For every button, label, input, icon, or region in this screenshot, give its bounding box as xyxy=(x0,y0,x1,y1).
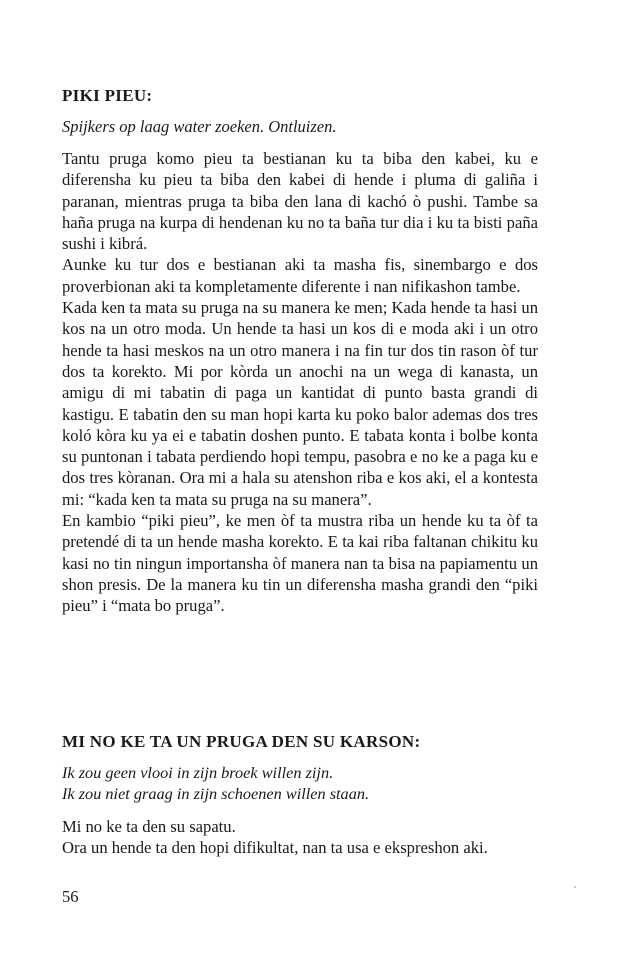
page-number: 56 xyxy=(62,887,79,906)
translation-line: Ik zou niet graag in zijn schoenen willen staan. xyxy=(62,784,370,803)
section-heading: PIKI PIEU: xyxy=(62,86,153,105)
translation-line: Ik zou geen vlooi in zijn broek willen zijn. xyxy=(62,763,334,782)
dutch-translations xyxy=(62,762,538,804)
section-heading: MI NO KE TA UN PRUGA DEN SU KARSON: xyxy=(62,732,421,751)
section-pruga-den-su-karson xyxy=(62,730,538,859)
dutch-translation: Spijkers op laag water zoeken. Ontluizen. xyxy=(62,117,337,136)
paragraph: Mi no ke ta den su sapatu. xyxy=(62,817,236,836)
paragraph: Kada ken ta mata su pruga na su manera ke men; Kada hende ta hasi un kos na un otro moda. Un hende ta hasi un kos di e moda aki i un otro hende ta hasi meskos na un otro manera i na fin tur dos tin rason òf tur dos ta korekto. Mi por kòrda un anochi na un wega di kanasta, un amigu di mi tabatin di paga un kantidat di punto basta grandi di kastigu. E tabatin den su man hopi karta ku poko balor ademas dos tres koló kòra ku ya ei e tabatin doshen punto. E tabata konta i bolbe konta su puntonan i tabata perdiendo hopi tempu, pasobra e no ke a paga ku e dos tres kòranan. Ora mi a hala su atenshon riba e kos aki, el a kontesta mi: “kada ken ta mata su pruga na su manera”. xyxy=(62,298,538,509)
paper-speck xyxy=(574,886,576,888)
body-text xyxy=(62,148,538,617)
section-piki-pieu xyxy=(62,84,538,617)
paragraph: Ora un hende ta den hopi difikultat, nan ta usa e ekspreshon aki. xyxy=(62,838,488,858)
paragraph: Tantu pruga komo pieu ta bestianan ku ta biba den kabei, ku e diferensha ku pieu ta biba den kabei di hende i pluma di galiña i paranan, mientras pruga ta biba den lana di kachó ò pushi. Tambe sa haña pruga na kurpa di hendenan ku no ta baña tur dia i ku ta bisti paña sushi i kibrá. xyxy=(62,149,538,254)
paragraph: En kambio “piki pieu”, ke men òf ta mustra riba un hende ku ta òf ta pretendé di ta un hende masha korekto. E ta kai riba faltanan chikitu ku kasi no tin ningun importansha òf manera nan ta bisa na papiamentu un shon presis. De la manera ku tin un diferensha masha grandi den “piki pieu” i “mata bo pruga”. xyxy=(62,511,538,616)
body-text xyxy=(62,816,538,859)
paragraph: Aunke ku tur dos e bestianan aki ta masha fis, sinembargo e dos proverbionan aki ta kompletamente diferente i nan nifikashon tambe. xyxy=(62,255,538,296)
